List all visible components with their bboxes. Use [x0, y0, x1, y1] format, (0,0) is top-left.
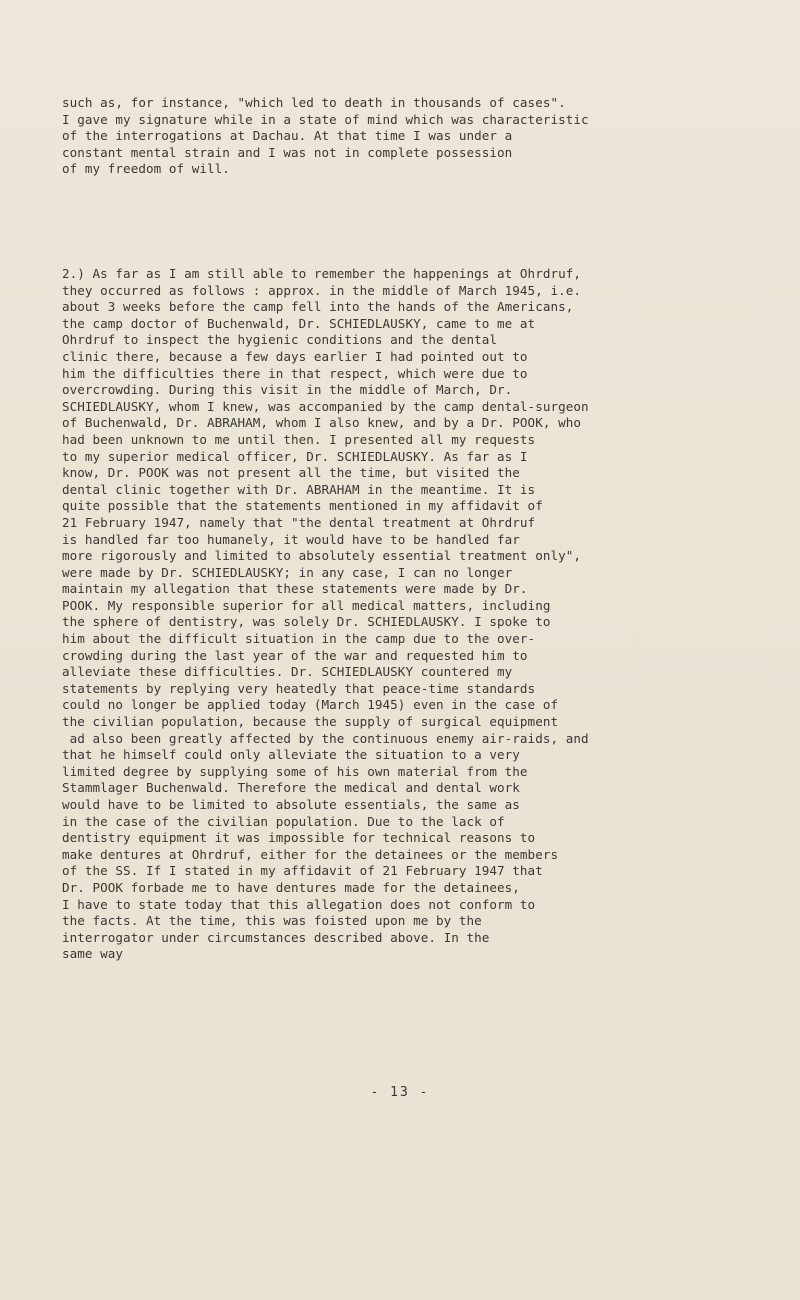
text-line: ad also been greatly affected by the continuous enemy air-raids, and [62, 730, 589, 746]
text-line: could no longer be applied today (March 1945) even in the case of [62, 697, 559, 713]
text-line: him the difficulties there in that respect, which were due to [62, 365, 528, 381]
paragraph-1 [62, 95, 762, 178]
text-line: know, Dr. POOK was not present all the time, but visited the [62, 465, 520, 481]
text-line: such as, for instance, "which led to death in thousands of cases". [62, 95, 566, 110]
text-line: of the SS. If I stated in my affidavit of 21 February 1947 that [62, 863, 543, 879]
text-line: Stammlager Buchenwald. Therefore the medical and dental work [62, 780, 520, 796]
paragraph-2 [62, 266, 762, 963]
text-line: interrogator under circumstances described above. In the [62, 929, 490, 945]
text-line: is handled far too humanely, it would have to be handled far [62, 531, 520, 547]
text-line: make dentures at Ohrdruf, either for the detainees or the members [62, 846, 559, 862]
text-line: clinic there, because a few days earlier I had pointed out to [62, 348, 528, 364]
text-line: alleviate these difficulties. Dr. SCHIEDLAUSKY countered my [62, 664, 513, 680]
text-line: quite possible that the statements mentioned in my affidavit of [62, 498, 543, 514]
text-line: overcrowding. During this visit in the middle of March, Dr. [62, 382, 513, 398]
text-line: the camp doctor of Buchenwald, Dr. SCHIEDLAUSKY, came to me at [62, 315, 536, 331]
text-line: of my freedom of will. [62, 161, 230, 177]
text-line: 21 February 1947, namely that "the dental treatment at Ohrdruf [62, 514, 536, 530]
text-line: SCHIEDLAUSKY, whom I knew, was accompanied by the camp dental-surgeon [62, 398, 589, 414]
text-line: of the interrogations at Dachau. At that time I was under a [62, 128, 513, 144]
text-line: limited degree by supplying some of his own material from the [62, 763, 528, 779]
text-line: of Buchenwald, Dr. ABRAHAM, whom I also knew, and by a Dr. POOK, who [62, 415, 581, 431]
text-line: they occurred as follows : approx. in the middle of March 1945, i.e. [62, 282, 581, 298]
text-line: the civilian population, because the supply of surgical equipment [62, 714, 559, 730]
text-line: 2.) As far as I am still able to remember the happenings at Ohrdruf, [62, 266, 581, 281]
text-line: in the case of the civilian population. Due to the lack of [62, 813, 505, 829]
text-line: were made by Dr. SCHIEDLAUSKY; in any case, I can no longer [62, 564, 513, 580]
text-line: maintain my allegation that these statements were made by Dr. [62, 581, 528, 597]
text-line: crowding during the last year of the war and requested him to [62, 647, 528, 663]
text-line: statements by replying very heatedly that peace-time standards [62, 680, 536, 696]
text-line: the sphere of dentistry, was solely Dr. SCHIEDLAUSKY. I spoke to [62, 614, 551, 630]
text-line: him about the difficult situation in the camp due to the over- [62, 631, 536, 647]
text-line: the facts. At the time, this was foisted upon me by the [62, 913, 482, 929]
text-line: had been unknown to me until then. I presented all my requests [62, 431, 536, 447]
text-line: about 3 weeks before the camp fell into the hands of the Americans, [62, 299, 574, 315]
page-number: - 13 - [370, 1085, 430, 1100]
text-line: same way [62, 946, 124, 962]
text-line: constant mental strain and I was not in complete possession [62, 144, 513, 160]
text-line: would have to be limited to absolute essentials, the same as [62, 797, 520, 812]
text-line: POOK. My responsible superior for all medical matters, including [62, 597, 551, 613]
text-line: dental clinic together with Dr. ABRAHAM in the meantime. It is [62, 481, 536, 497]
text-line: more rigorously and limited to absolutely essential treatment only", [62, 548, 581, 564]
text-line: Ohrdruf to inspect the hygienic conditions and the dental [62, 332, 498, 348]
text-line: that he himself could only alleviate the situation to a very [62, 747, 520, 763]
text-line: I gave my signature while in a state of mind which was characteristic [62, 111, 589, 127]
text-line: Dr. POOK forbade me to have dentures made for the detainees, [62, 879, 520, 895]
text-line: to my superior medical officer, Dr. SCHIEDLAUSKY. As far as I [62, 448, 528, 464]
text-line: I have to state today that this allegation does not conform to [62, 896, 536, 912]
text-line: dentistry equipment it was impossible for technical reasons to [62, 830, 536, 846]
